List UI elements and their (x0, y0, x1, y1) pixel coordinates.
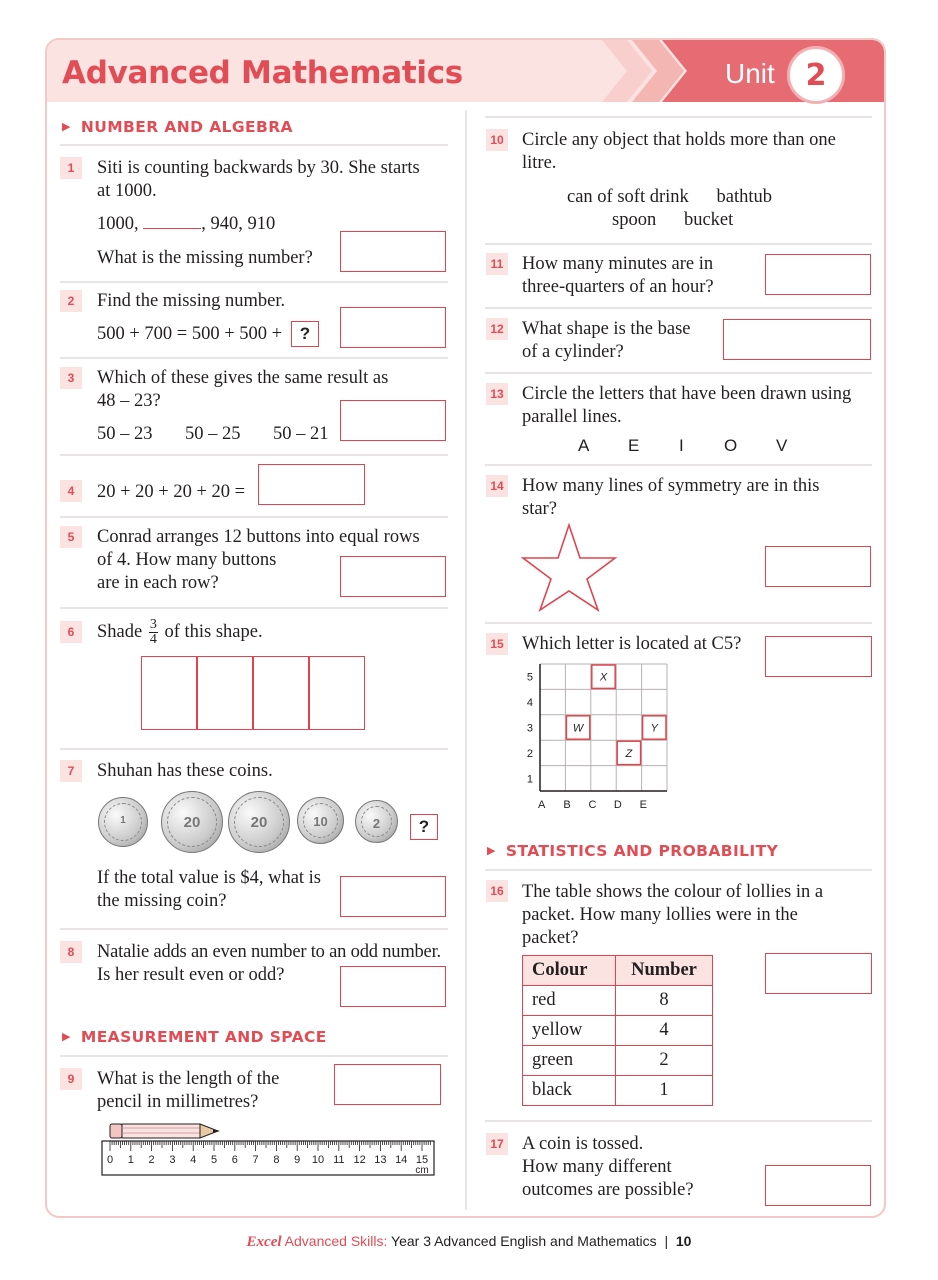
pencil-and-ruler (100, 1120, 440, 1180)
table-header-row (523, 956, 713, 986)
question-text: of a cylinder? (522, 342, 624, 362)
question-text: packet? (522, 928, 579, 948)
question-text: at 1000. (97, 181, 157, 201)
question-number: 12 (486, 318, 508, 340)
question-text: Natalie adds an even number to an odd number. (97, 942, 441, 962)
ruler-tick-label: 4 (190, 1154, 197, 1166)
grid-col-label: C (588, 799, 597, 811)
blank-line[interactable] (143, 213, 201, 229)
question-text: 48 – 23? (97, 391, 161, 411)
question-text: three-quarters of an hour? (522, 277, 714, 297)
answer-box[interactable] (765, 636, 872, 677)
table-cell: 4 (616, 1016, 713, 1046)
question-number: 3 (60, 367, 82, 389)
triangle-bullet-icon: ▶ (62, 1030, 71, 1043)
question-text: The table shows the colour of lollies in a (522, 882, 824, 902)
question-number: 10 (486, 129, 508, 151)
fraction: $\frac{3}{4}$ (149, 617, 157, 648)
table-row (523, 1016, 713, 1046)
grid-col-label: E (639, 799, 647, 811)
divider (60, 281, 448, 283)
grid-col-label: D (613, 799, 622, 811)
table-row (523, 986, 713, 1016)
grid-col-label: A (538, 799, 546, 811)
shape-part[interactable] (197, 656, 253, 730)
object-options[interactable]: can of soft drink bathtub (567, 187, 772, 207)
question-text: How many different (522, 1157, 672, 1177)
ruler-unit-label: cm (415, 1165, 429, 1176)
option[interactable]: 50 – 25 (185, 424, 241, 444)
question-number: 11 (486, 253, 508, 275)
ruler-tick-label: 0 (106, 1154, 114, 1166)
question-text: Which letter is located at C5? (522, 634, 742, 654)
question-text: How many lines of symmetry are in this (522, 476, 820, 496)
unknown-box: ? (410, 814, 438, 840)
divider (485, 372, 872, 374)
letter-option[interactable]: I (679, 436, 684, 455)
question-text: Conrad arranges 12 buttons into equal rows (97, 527, 420, 547)
star-shape (519, 522, 619, 612)
question-text: pencil in millimetres? (97, 1092, 259, 1112)
table-cell: red (523, 986, 616, 1016)
question-number: 6 (60, 621, 82, 643)
ruler-tick-label: 3 (169, 1154, 176, 1166)
ruler-tick-label: 10 (311, 1154, 325, 1166)
question-text: Is her result even or odd? (97, 965, 285, 985)
table-cell: green (523, 1046, 616, 1076)
ruler-tick-label: 5 (210, 1154, 218, 1166)
question-text: If the total value is $4, what is (97, 868, 322, 888)
divider (60, 928, 448, 930)
divider (60, 516, 448, 518)
question-text: the missing coin? (97, 891, 227, 911)
divider (485, 243, 872, 245)
answer-box[interactable] (340, 876, 446, 917)
question-number: 7 (60, 760, 82, 782)
question-number: 14 (486, 475, 508, 497)
question-text: What shape is the base (522, 319, 691, 339)
letter-option[interactable]: A (578, 436, 590, 455)
answer-box[interactable] (340, 307, 446, 348)
ruler-tick-label: 9 (294, 1154, 301, 1166)
grid-point-label: W (572, 722, 584, 735)
ruler-tick-label: 1 (127, 1154, 134, 1166)
question-text: Which of these gives the same result as (97, 368, 389, 388)
equation: 20 + 20 + 20 + 20 = (97, 482, 246, 502)
question-text: of 4. How many buttons (97, 550, 277, 570)
answer-box[interactable] (340, 966, 446, 1007)
question-number: 4 (60, 480, 82, 502)
lollies-table (522, 955, 713, 1106)
divider (485, 1120, 872, 1122)
table-cell: 2 (616, 1046, 713, 1076)
divider (485, 464, 872, 466)
divider (485, 307, 872, 309)
table-cell: black (523, 1076, 616, 1106)
coin-ten-cents: 10 (297, 797, 344, 844)
ruler-tick-label: 11 (333, 1154, 345, 1166)
grid-point-label: Z (625, 747, 633, 760)
shape-part[interactable] (309, 656, 365, 730)
coin-twenty-cents: 20 (161, 791, 223, 853)
shape-part[interactable] (141, 656, 197, 730)
coin-one-dollar: 1 (98, 797, 148, 847)
answer-box[interactable] (723, 319, 871, 360)
answer-box[interactable] (765, 1165, 871, 1206)
divider (60, 748, 448, 750)
question-number: 13 (486, 383, 508, 405)
grid-col-label: B (563, 799, 571, 811)
option[interactable]: 50 – 21 (273, 424, 329, 444)
grid-row-label: 3 (526, 722, 533, 735)
question-number: 9 (60, 1068, 82, 1090)
answer-box[interactable] (765, 953, 872, 994)
ruler-tick-label: 12 (353, 1154, 366, 1166)
answer-box[interactable] (340, 231, 446, 272)
question-text: Find the missing number. (97, 291, 286, 311)
table-cell: yellow (523, 1016, 616, 1046)
grid-point-label: Y (650, 722, 658, 735)
question-number: 17 (486, 1133, 508, 1155)
page-title: Advanced Mathematics (62, 55, 463, 91)
question-text: What is the missing number? (97, 248, 313, 268)
grid-row-label: 1 (526, 773, 533, 786)
ruler-tick-label: 8 (273, 1154, 280, 1166)
question-text: What is the length of the (97, 1069, 280, 1089)
ruler-tick-label: 7 (252, 1154, 259, 1166)
grid-row-label: 4 (526, 697, 533, 710)
ruler-tick-label: 15 (415, 1154, 429, 1166)
ruler-tick-label: 14 (395, 1154, 408, 1166)
table-cell: 8 (616, 986, 713, 1016)
page-number: 10 (675, 1233, 692, 1249)
grid-row-label: 2 (526, 747, 533, 760)
letter-option[interactable]: O (724, 436, 738, 455)
letter-option[interactable]: E (628, 436, 640, 455)
question-text: Circle any object that holds more than one (522, 130, 836, 150)
question-text: litre. (522, 153, 557, 173)
coordinate-grid (526, 664, 675, 814)
question-text: packet. How many lollies were in the (522, 905, 798, 925)
question-text: Shuhan has these coins. (97, 761, 273, 781)
column-header: Colour (523, 956, 616, 986)
book-title: Year 3 Advanced English and Mathematics (391, 1233, 657, 1249)
answer-box[interactable] (258, 464, 365, 505)
coin-twenty-cents: 20 (228, 791, 290, 853)
answer-box[interactable] (340, 556, 446, 597)
page-footer (0, 1233, 938, 1251)
unknown-box: ? (291, 321, 319, 347)
answer-box[interactable] (765, 546, 871, 587)
divider (485, 116, 872, 118)
section-heading-statistics-probability: ▶ STATISTICS AND PROBABILITY (487, 842, 779, 860)
grid-row-label: 5 (526, 671, 533, 684)
question-text: Siti is counting backwards by 30. She starts (97, 158, 420, 178)
unit-label: Unit (725, 58, 775, 89)
ruler-tick-label: 6 (231, 1154, 238, 1166)
question-text: How many minutes are in (522, 254, 714, 274)
divider (60, 1055, 448, 1057)
triangle-bullet-icon: ▶ (62, 120, 71, 133)
ruler-tick-label: 13 (374, 1154, 387, 1166)
object-options[interactable]: spoon bucket (612, 210, 734, 230)
column-header: Number (616, 956, 713, 986)
divider (485, 622, 872, 624)
question-text: A coin is tossed. (522, 1134, 644, 1154)
section-heading-measurement-space: ▶ MEASUREMENT AND SPACE (62, 1028, 327, 1046)
question-text: are in each row? (97, 573, 219, 593)
divider (60, 144, 448, 146)
option[interactable]: 50 – 23 (97, 424, 153, 444)
series-name: Advanced Skills: (284, 1233, 388, 1249)
question-text: star? (522, 499, 557, 519)
question-text: Circle the letters that have been drawn using (522, 384, 852, 404)
question-text: parallel lines. (522, 407, 622, 427)
question-number: 5 (60, 526, 82, 548)
table-row (523, 1046, 713, 1076)
unit-number-badge: 2 (787, 46, 845, 104)
ruler-tick-label: 2 (148, 1154, 155, 1166)
question-text: Shade $\frac{3}{4}$ of this shape. (97, 617, 263, 648)
letter-option[interactable]: V (776, 436, 788, 455)
question-number: 15 (486, 633, 508, 655)
question-number: 2 (60, 290, 82, 312)
answer-box[interactable] (765, 254, 871, 295)
question-text: outcomes are possible? (522, 1180, 694, 1200)
grid-point-label: X (599, 671, 608, 684)
divider (485, 869, 872, 871)
divider (60, 357, 448, 359)
number-sequence: 1000, , 940, 910 (97, 214, 276, 234)
table-cell: 1 (616, 1076, 713, 1106)
footer-separator: | (664, 1233, 669, 1249)
answer-box[interactable] (340, 400, 446, 441)
divider (60, 454, 448, 456)
triangle-bullet-icon: ▶ (487, 844, 496, 857)
question-number: 16 (486, 880, 508, 902)
divider (60, 607, 448, 609)
question-number: 8 (60, 941, 82, 963)
answer-box[interactable] (334, 1064, 441, 1105)
section-heading-number-algebra: ▶ NUMBER AND ALGEBRA (62, 118, 293, 136)
shape-part[interactable] (253, 656, 309, 730)
equation: 500 + 700 = 500 + 500 + (97, 324, 283, 344)
question-number: 1 (60, 157, 82, 179)
table-row (523, 1076, 713, 1106)
coin-two-dollars: 2 (355, 800, 398, 843)
brand-name: Excel (246, 1234, 282, 1250)
column-divider (465, 110, 467, 1210)
pencil-icon (110, 1124, 220, 1138)
